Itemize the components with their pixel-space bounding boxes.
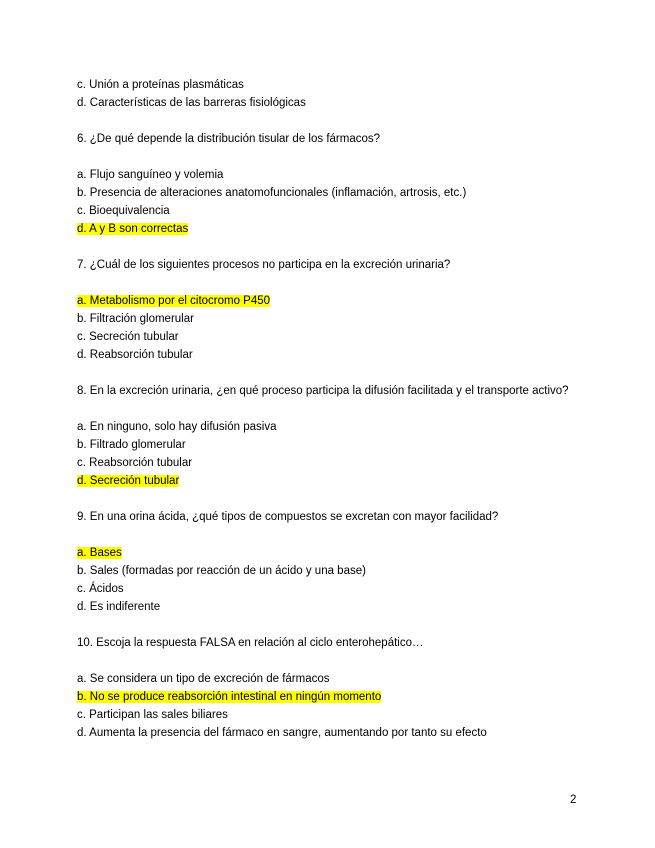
option: b. Presencia de alteraciones anatomofuncionales (inflamación, artrosis, etc.)	[77, 187, 467, 199]
option: b. Sales (formadas por reacción de un ácido y una base)	[77, 565, 366, 577]
question-text: 9. En una orina ácida, ¿qué tipos de compuestos se excretan con mayor facilidad?	[77, 511, 499, 523]
question-text: 10. Escoja la respuesta FALSA en relación al ciclo enterohepático…	[77, 637, 424, 649]
correct-answer-highlight: a. Metabolismo por el citocromo P450	[77, 295, 271, 307]
option: d. Características de las barreras fisiológicas	[77, 97, 306, 109]
question-text: 8. En la excreción urinaria, ¿en qué proceso participa la difusión facilitada y el transporte activo?	[77, 385, 569, 397]
question-text: 6. ¿De qué depende la distribución tisular de los fármacos?	[77, 133, 381, 145]
option: a. Flujo sanguíneo y volemia	[77, 169, 224, 181]
option: c. Secreción tubular	[77, 331, 179, 343]
option: d. Aumenta la presencia del fármaco en sangre, aumentando por tanto su efecto	[77, 727, 487, 739]
question-text: 7. ¿Cuál de los siguientes procesos no participa en la excreción urinaria?	[77, 259, 451, 271]
option: a. Se considera un tipo de excreción de fármacos	[77, 673, 330, 685]
option: c. Ácidos	[77, 583, 124, 595]
page-number: 2	[570, 794, 577, 806]
option: a. En ninguno, solo hay difusión pasiva	[77, 421, 277, 433]
correct-answer-highlight: d. Secreción tubular	[77, 475, 180, 487]
option: c. Participan las sales biliares	[77, 709, 228, 721]
option: b. Filtrado glomerular	[77, 439, 186, 451]
option-correct	[77, 690, 381, 705]
option-correct	[77, 294, 270, 309]
correct-answer-highlight: d. A y B son correctas	[77, 223, 189, 235]
option-correct	[77, 222, 188, 237]
option: c. Reabsorción tubular	[77, 457, 193, 469]
option: c. Bioequivalencia	[77, 205, 170, 217]
correct-answer-highlight: b. No se produce reabsorción intestinal en ningún momento	[77, 691, 382, 703]
option: d. Reabsorción tubular	[77, 349, 193, 361]
option: c. Unión a proteínas plasmáticas	[77, 79, 244, 91]
option: b. Filtración glomerular	[77, 313, 194, 325]
option: d. Es indiferente	[77, 601, 161, 613]
option-correct	[77, 474, 179, 489]
correct-answer-highlight: a. Bases	[77, 547, 122, 559]
option-correct	[77, 546, 122, 561]
